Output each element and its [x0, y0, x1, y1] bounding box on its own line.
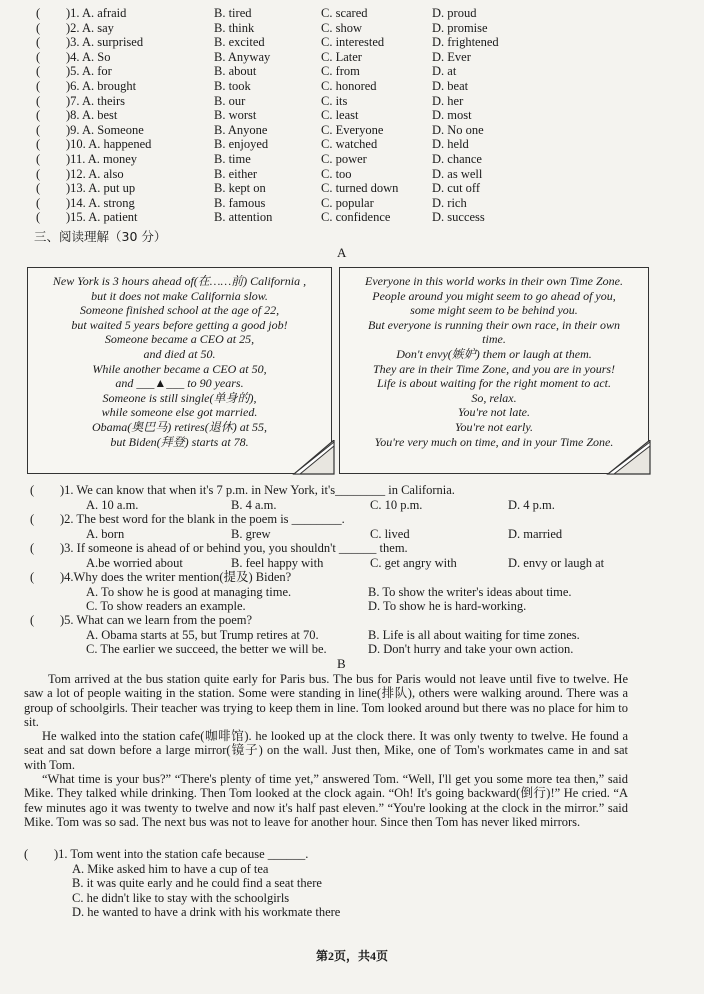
cloze-choices	[0, 6, 704, 230]
answer-blank[interactable]: (	[30, 512, 35, 526]
option[interactable]: B. Life is all about waiting for time zones.	[368, 627, 580, 642]
choice-option-b: B. our	[214, 93, 246, 108]
answer-blank[interactable]: (	[36, 64, 41, 79]
choice-option-d: D. No one	[432, 122, 484, 137]
option-row	[0, 527, 704, 542]
option-row	[0, 876, 704, 891]
option[interactable]: A.be worried about	[86, 555, 183, 570]
option-row	[0, 556, 704, 571]
choice-option-a: )6. A. brought	[66, 79, 137, 93]
poem-line: Obama(奥巴马) retires(退休) at 55,	[91, 419, 268, 434]
choice-option-d: D. as well	[432, 166, 483, 181]
poem-line: Someone is still single(单身的),	[102, 390, 257, 405]
poem-line: but waited 5 years before getting a good job!	[71, 317, 288, 332]
choice-option-c: C. Later	[321, 49, 362, 64]
choice-option-d: D. frightened	[432, 35, 499, 50]
answer-blank[interactable]: (	[36, 181, 41, 196]
choice-option-a: )5. A. for	[66, 64, 112, 79]
option[interactable]: A. born	[86, 526, 125, 541]
question-stem	[0, 541, 704, 556]
choice-option-c: C. show	[321, 20, 362, 35]
choice-row	[0, 79, 704, 94]
option[interactable]: C. he didn't like to stay with the schoolgirls	[72, 890, 290, 905]
option-row	[0, 628, 704, 643]
question-stem	[0, 570, 704, 585]
choice-option-a: )12. A. also	[66, 166, 124, 181]
option[interactable]: C. 10 p.m.	[370, 497, 423, 512]
poem-line: New York is 3 hours ahead of(在……前) California ,	[52, 274, 307, 288]
choice-row	[0, 6, 704, 21]
paragraph: He walked into the station cafe(咖啡馆). he looked up at the clock there. It was only twenty to twelve. He found a seat and sat down before a large mirror(镜子) on the wall. Just then, Mike, one of Tom's workmates came in and sat with Tom.	[24, 729, 628, 772]
choice-option-a: )3. A. surprised	[66, 35, 144, 50]
poem-line: People around you might seem to go ahead of you,	[372, 288, 616, 303]
answer-blank[interactable]: (	[36, 122, 41, 137]
page-curl-icon	[600, 440, 652, 480]
poem-line: while someone else got married.	[101, 405, 258, 420]
choice-option-d: D. at	[432, 64, 457, 79]
choice-option-a: )7. A. theirs	[66, 93, 126, 108]
option-row	[0, 905, 704, 920]
answer-blank[interactable]: (	[30, 613, 35, 627]
choice-option-c: C. confidence	[321, 210, 391, 225]
poem-line: But everyone is running their own race, in their own	[368, 317, 620, 332]
choice-option-d: D. success	[432, 210, 485, 225]
option[interactable]: C. lived	[370, 526, 410, 541]
poem-line: You're very much on time, and in your Time Zone.	[374, 434, 614, 449]
choice-option-d: D. proud	[432, 6, 477, 20]
choice-option-c: C. Everyone	[321, 122, 384, 137]
choice-option-a: )1. A. afraid	[66, 6, 127, 20]
option[interactable]: B. it was quite early and he could find a seat there	[72, 876, 322, 890]
choice-row	[0, 94, 704, 109]
choice-option-a: )8. A. best	[66, 108, 118, 123]
choice-option-c: C. turned down	[321, 181, 399, 196]
answer-blank[interactable]: (	[36, 195, 41, 210]
option[interactable]: B. 4 a.m.	[231, 497, 277, 512]
choice-option-a: )4. A. So	[66, 49, 111, 64]
section-heading: 三、阅读理解（30 分）	[34, 229, 167, 244]
option-row	[0, 599, 704, 614]
question-text: )3. If someone is ahead of or behind you, you shouldn't ______ them.	[60, 541, 408, 555]
option[interactable]: D. Don't hurry and take your own action.	[368, 642, 574, 656]
choice-option-b: B. think	[214, 20, 255, 35]
choice-option-c: C. watched	[321, 137, 378, 152]
option[interactable]: A. To show he is good at managing time.	[86, 584, 292, 599]
choice-option-b: B. took	[214, 79, 251, 93]
option[interactable]: B. grew	[231, 526, 271, 541]
option[interactable]: B. To show the writer's ideas about time.	[368, 584, 572, 599]
choice-option-b: B. excited	[214, 35, 265, 50]
choice-row	[0, 35, 704, 50]
poem-line: Someone became a CEO at 25,	[104, 332, 255, 347]
question-text: )4.Why does the writer mention(提及) Biden?	[60, 570, 292, 584]
page-footer: 第2页，共4页	[315, 949, 388, 963]
poem-line: You're not early.	[454, 419, 534, 434]
answer-blank[interactable]: (	[36, 93, 41, 108]
answer-blank[interactable]: (	[36, 79, 41, 93]
choice-option-a: )13. A. put up	[66, 181, 136, 196]
choice-option-b: B. worst	[214, 108, 257, 123]
choice-option-b: B. time	[214, 152, 251, 166]
choice-option-a: )2. A. say	[66, 20, 114, 35]
choice-option-c: C. interested	[321, 35, 385, 50]
choice-option-d: D. beat	[432, 79, 469, 93]
answer-blank[interactable]: (	[30, 483, 35, 497]
poem-line: Everyone in this world works in their own Time Zone.	[365, 274, 623, 288]
choice-row	[0, 137, 704, 152]
option-row	[0, 498, 704, 513]
question-stem	[0, 512, 704, 527]
choice-row	[0, 123, 704, 138]
choice-option-d: D. promise	[432, 20, 488, 35]
choice-option-b: B. about	[214, 64, 257, 79]
choice-row	[0, 210, 704, 225]
choice-option-c: C. scared	[321, 6, 368, 20]
option[interactable]: A. 10 a.m.	[86, 497, 139, 512]
choice-row	[0, 64, 704, 79]
option[interactable]: D. 4 p.m.	[508, 497, 555, 512]
passage-b-text	[24, 672, 628, 829]
choice-option-a: )9. A. Someone	[66, 122, 144, 137]
poem-line: Life is about waiting for the right moment to act.	[377, 376, 611, 391]
question-stem	[0, 483, 704, 498]
answer-blank[interactable]: (	[36, 6, 41, 20]
answer-blank[interactable]: (	[36, 210, 41, 225]
choice-option-a: )15. A. patient	[66, 210, 138, 225]
choice-option-c: C. too	[321, 166, 352, 181]
poem-line: They are in their Time Zone, and you are in yours!	[372, 361, 616, 376]
choice-option-c: C. power	[321, 152, 367, 166]
paragraph: “What time is your bus?” “There's plenty of time yet,” answered Tom. “Well, I'll get you some more tea then,” said Mike. They talked while drinking. Then Tom looked at the clock again. “Oh! It's going backward(倒行)!” He cried. “A few minutes ago it was twenty to twelve and now it's half past eleven.” “You're looking at the clock in the mirror.” said Mike. Tom was so sad. The next bus was not to leave for another hour. Since then Tom has never liked mirrors.	[24, 772, 628, 829]
choice-option-d: D. cut off	[432, 181, 481, 196]
question-stem	[0, 613, 704, 628]
choice-row	[0, 21, 704, 36]
choice-row	[0, 196, 704, 211]
choice-row	[0, 108, 704, 123]
answer-blank[interactable]: (	[36, 152, 41, 166]
passage-b-label: B	[337, 656, 346, 671]
choice-option-b: B. Anyone	[214, 122, 268, 137]
answer-blank[interactable]: (	[36, 166, 41, 181]
question-text: )5. What can we learn from the poem?	[60, 613, 253, 627]
question-text: )2. The best word for the blank in the poem is ________.	[60, 512, 345, 526]
question-text: )1. We can know that when it's 7 p.m. in New York, it's________ in California.	[60, 483, 455, 497]
choice-option-c: C. honored	[321, 79, 377, 93]
poem-line: but Biden(拜登) starts at 78.	[110, 434, 249, 449]
option[interactable]: C. To show readers an example.	[86, 599, 246, 613]
passage-a-label: A	[337, 245, 347, 260]
page-curl-icon	[286, 440, 336, 480]
question-text: )1. Tom went into the station cafe because ______.	[54, 847, 309, 861]
option[interactable]: A. Mike asked him to have a cup of tea	[72, 861, 269, 876]
choice-option-a: )10. A. happened	[66, 137, 152, 152]
question-stem	[0, 847, 704, 862]
option[interactable]: C. get angry with	[370, 555, 457, 570]
choice-option-c: C. popular	[321, 195, 374, 210]
choice-option-b: B. attention	[214, 210, 273, 225]
option-row	[0, 642, 704, 657]
option-row	[0, 585, 704, 600]
option-row	[0, 862, 704, 877]
choice-option-d: D. her	[432, 93, 464, 108]
option[interactable]: A. Obama starts at 55, but Trump retires at 70.	[86, 627, 319, 642]
answer-blank[interactable]: (	[36, 20, 41, 35]
choice-option-d: D. rich	[432, 195, 467, 210]
option[interactable]: D. To show he is hard-working.	[368, 599, 527, 613]
choice-row	[0, 181, 704, 196]
choice-option-d: D. chance	[432, 152, 482, 166]
choice-option-a: )14. A. strong	[66, 195, 135, 210]
answer-blank[interactable]: (	[36, 108, 41, 123]
answer-blank[interactable]: (	[36, 49, 41, 64]
choice-option-b: B. Anyway	[214, 49, 271, 64]
option[interactable]: B. feel happy with	[231, 555, 324, 570]
answer-blank[interactable]: (	[30, 541, 35, 555]
choice-option-c: C. its	[321, 93, 348, 108]
answer-blank[interactable]: (	[36, 35, 41, 50]
poem-line: Don't envy(嫉妒) them or laugh at them.	[396, 346, 592, 361]
paragraph: Tom arrived at the bus station quite early for Paris bus. The bus for Paris would not leave until five to twelve. He saw a lot of people waiting in the station. Some were standing in line(排队), others were walking around. There was a group of schoolgirls. Their teacher was trying to keep them in line. Tom looked around but there was no place for him to sit.	[24, 672, 628, 729]
choice-row	[0, 50, 704, 65]
choice-option-b: B. either	[214, 166, 258, 181]
answer-blank[interactable]: (	[24, 847, 29, 861]
choice-row	[0, 167, 704, 182]
poem-line: some might seem to be behind you.	[410, 303, 578, 318]
choice-option-a: )11. A. money	[66, 152, 138, 166]
choice-option-c: C. least	[321, 108, 359, 123]
poem-line: Someone finished school at the age of 22,	[79, 303, 280, 318]
option[interactable]: D. envy or laugh at	[508, 555, 605, 570]
poem-line: So, relax.	[471, 390, 517, 405]
choice-option-b: B. tired	[214, 6, 252, 20]
choice-option-b: B. kept on	[214, 181, 266, 196]
poem-line: and ___▲___ to 90 years.	[115, 376, 244, 391]
answer-blank[interactable]: (	[30, 570, 35, 584]
choice-option-b: B. enjoyed	[214, 137, 269, 152]
option-row	[0, 891, 704, 906]
option[interactable]: D. he wanted to have a drink with his workmate there	[72, 905, 341, 919]
choice-option-d: D. Ever	[432, 49, 471, 64]
option[interactable]: D. married	[508, 526, 563, 541]
poem-line: You're not late.	[457, 405, 531, 420]
poem-line: time.	[482, 332, 506, 347]
choice-option-d: D. held	[432, 137, 469, 152]
choice-option-c: C. from	[321, 64, 360, 79]
answer-blank[interactable]: (	[36, 137, 41, 152]
poem-line: and died at 50.	[143, 346, 216, 361]
poem-line: but it does not make California slow.	[91, 288, 268, 303]
poem-line: While another became a CEO at 50,	[92, 361, 267, 376]
choice-option-d: D. most	[432, 108, 472, 123]
choice-option-b: B. famous	[214, 195, 266, 210]
choice-row	[0, 152, 704, 167]
option[interactable]: C. The earlier we succeed, the better we will be.	[86, 642, 327, 656]
